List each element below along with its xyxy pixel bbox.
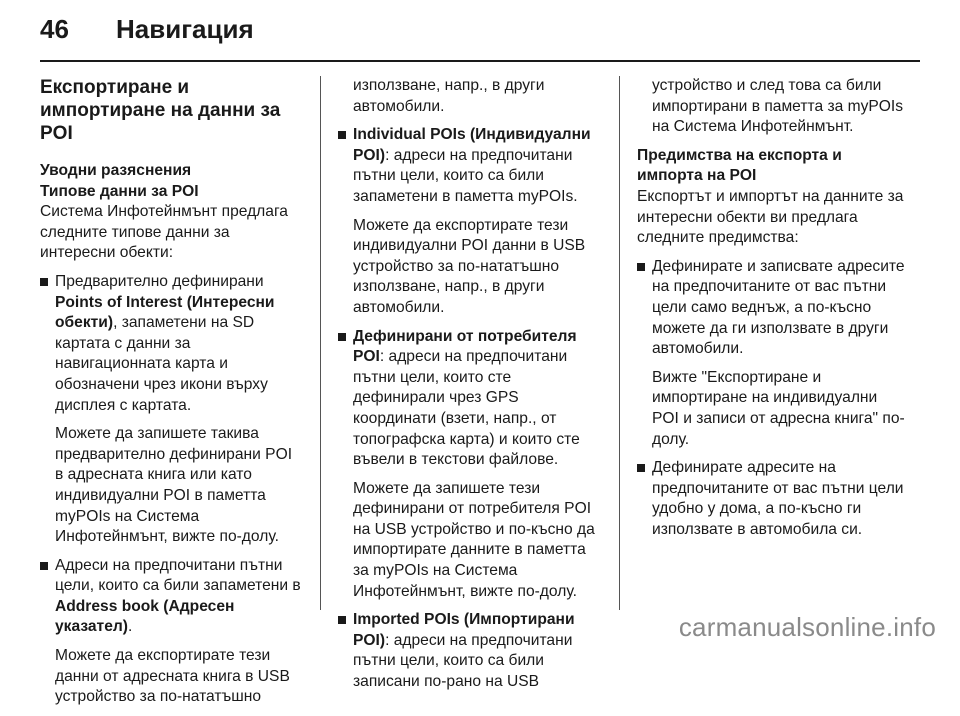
bold-term: Points of Interest (Интересни обекти) [55,293,275,332]
list-item [637,458,907,540]
bold-term: Дефинирани от потребителя POI [353,327,577,366]
watermark: carmanualsonline.info [678,612,936,642]
list-item-text: Предварително дефинирани Points of Interest (Интересни обекти), запаметени на SD картата с данни за навигационната карта и обозначени чрез икони върху дисплея с картата. [55,272,275,414]
intro-heading: Уводни разяснения [40,162,192,179]
list-item-text: Individual POIs (Индивидуални POI): адреси на предпочитани пътни цели, които са били запаметени в паметта myPOIs. [353,126,591,205]
page-section-title: Навигация [116,14,254,44]
list-item-text: Дефинирани от потребителя POI: адреси на предпочитани пътни цели, които сте дефинирали чрез GPS координати (взети, напр., от топографска карта) и които сте въвели в текстови файлове. [353,327,580,469]
list-item-text: Дефинирате и записвате адресите на предпочитаните от вас пътни цели само веднъж, а по-късно можете да ги използвате в други автомобили. [652,257,905,358]
list-item [40,556,302,708]
advantages-heading: Предимства на експорта и импорта на POI [637,146,842,185]
bold-term: Imported POIs (Импортирани POI) [353,611,575,649]
header-rule [40,60,920,62]
column-right [637,76,907,548]
advantages-text: Експортът и импортът на данните за интересни обекти ви предлага следните предимства: [637,187,904,247]
list-item-note: Можете да експортирате тези индивидуални POI данни в USB устройство за по-нататъшно използване, напр., в други автомобили. [353,216,586,316]
page-number: 46 [40,14,69,44]
types-text: Система Инфотейнмънт предлага следните типове данни за интересни обекти: [40,203,288,262]
list-item-note: Вижте "Експортиране и импортиране на индивидуални POI и записи от адресна книга" по-долу. [652,368,905,448]
list-item [338,327,600,603]
continued-text: устройство и след това са били импортирани в паметта за myPOIs на Система Инфотейнмънт. [652,77,904,136]
list-item [40,272,302,548]
list-item [338,610,600,692]
column-middle [338,76,600,701]
article-title: Експортиране и импортиране на данни за POI [40,77,281,144]
column-left [40,76,302,716]
bold-term: Individual POIs (Индивидуални POI) [353,126,591,164]
list-item-text: Адреси на предпочитани пътни цели, които са били запаметени в Address book (Адресен указател). [55,556,301,636]
list-item-note: Можете да експортирате тези данни от адресната книга в USB устройство за по-нататъшно [55,647,290,706]
list-item-text: Imported POIs (Импортирани POI): адреси на предпочитани пътни цели, които са били записани по-рано на USB [353,611,575,691]
list-item-note: Можете да запишете такива предварително дефинирани POI в адресната книга или като индивидуални POI в паметта myPOIs на Система Инфотейнмънт, вижте по-долу. [55,425,293,546]
list-item-text: Дефинирате адресите на предпочитаните от вас пътни цели удобно у дома, а по-късно ги използвате в автомобила си. [652,459,904,538]
list-item-note: Можете да запишете тези дефинирани от потребителя POI на USB устройство и по-късно да импортирате данните в паметта за myPOIs на Система Инфотейнмънт, вижте по-долу. [353,479,595,600]
list-item [338,125,600,318]
column-divider [619,76,620,610]
list-item-continued [637,76,907,138]
bullet-icon [637,464,645,472]
bullet-icon [40,562,48,570]
bullet-icon [338,333,346,341]
continued-text: използване, напр., в други автомобили. [353,77,545,115]
list-item [637,257,907,450]
bullet-icon [338,131,346,139]
list-item-continued [338,76,600,117]
bullet-icon [637,263,645,271]
bold-term: Address book (Адресен указател) [55,597,235,636]
bullet-icon [338,616,346,624]
page-header [40,14,920,58]
bullet-icon [40,278,48,286]
column-divider [320,76,321,610]
types-heading: Типове данни за POI [40,182,199,200]
